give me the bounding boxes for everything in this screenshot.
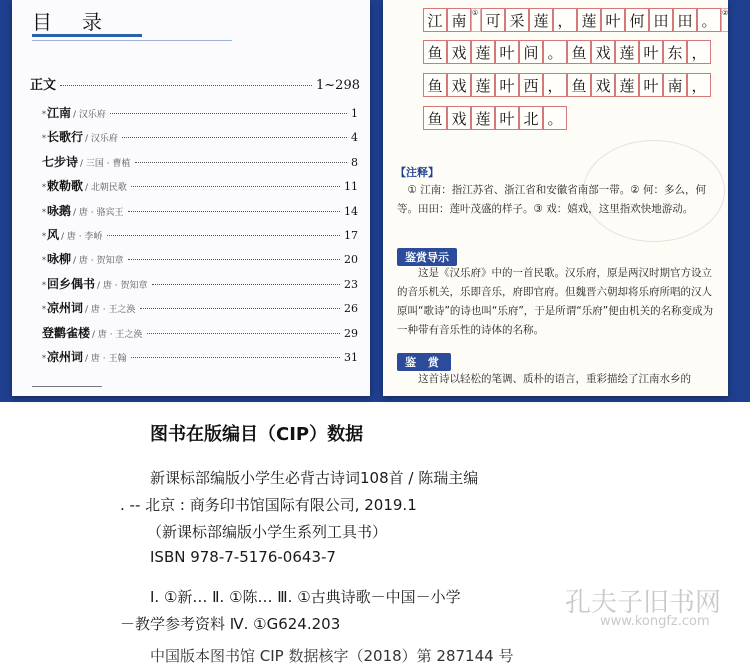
toc-leader-dots (135, 162, 348, 163)
cip-line-5: Ⅰ. ①新… Ⅱ. ①陈… Ⅲ. ①古典诗歌－中国－小学 (150, 588, 461, 606)
toc-entry (42, 104, 358, 121)
toc-leader-dots (152, 284, 341, 285)
cip-line-2: . -- 北京 : 商务印书馆国际有限公司, 2019.1 (120, 496, 417, 514)
poem-char-cell: 叶 (495, 73, 519, 97)
toc-leader-dots (128, 211, 341, 212)
toc-entry-author: / 唐 · 王之涣 (92, 329, 143, 340)
toc-entry-title: 风 (47, 228, 60, 242)
poem-char-cell: 鱼 (567, 40, 591, 64)
poem-char-cell: ， (687, 73, 711, 97)
poem-char-cell: 田 (673, 8, 697, 32)
toc-entry-title: 七步诗 (42, 154, 79, 169)
poem-char-cell: 莲 (615, 40, 639, 64)
poem-char-cell: ② (721, 8, 728, 32)
toc-entry-title: 回乡偶书 (47, 276, 96, 291)
toc-entry (42, 324, 358, 341)
toc-entry (42, 226, 358, 243)
poem-char-cell: 。 (543, 106, 567, 130)
toc-entry-title: 登鹳雀楼 (42, 325, 91, 340)
toc-entry (42, 202, 358, 219)
poem-char-cell: 可 (481, 8, 505, 32)
notes-text: ① 江南：指江苏省、浙江省和安徽省南部一带。② 何：多么，何等。田田：莲叶茂盛的样子。③ 戏：嬉戏，这里指欢快地游动。 (397, 184, 707, 215)
toc-entry-star: * (42, 232, 46, 241)
toc-leader-dots (147, 333, 341, 334)
cip-title: 图书在版编目（CIP）数据 (150, 424, 364, 445)
toc-entry-page: 29 (344, 326, 358, 340)
poem-char-cell: 莲 (529, 8, 553, 32)
toc-entry-page: 31 (344, 351, 358, 364)
toc-entry (42, 299, 358, 316)
toc-entry-title: 凉州词 (47, 301, 84, 316)
poem-char-cell: 鱼 (423, 106, 447, 130)
poem-char-cell: 叶 (639, 73, 663, 97)
toc-entry-page: 4 (351, 131, 358, 145)
toc-leader-dots (131, 186, 340, 187)
cip-line-3: （新课标部编版小学生系列工具书） (147, 523, 388, 541)
toc-entry (42, 250, 358, 267)
poem-char-cell: 戏 (591, 73, 615, 97)
toc-entry-title: 江南 (47, 106, 72, 120)
poem-line (423, 73, 711, 97)
poem-page-image (383, 0, 728, 396)
toc-entry-star: * (42, 134, 46, 144)
toc-entry-author: / 唐 · 骆宾王 (73, 207, 124, 218)
toc-entry-title: 凉州词 (47, 350, 84, 364)
toc-entry (42, 153, 358, 170)
toc-entry-star: * (42, 110, 46, 119)
toc-entry-title: 咏鹅 (47, 203, 72, 218)
toc-entry-page: 17 (344, 229, 358, 242)
cip-line-1: 新课标部编版小学生必背古诗词108首 / 陈瑞主编 (150, 469, 479, 487)
toc-entry-author: / 汉乐府 (85, 134, 118, 145)
toc-footer-rule (32, 386, 102, 387)
poem-char-cell: 鱼 (423, 40, 447, 64)
poem-char-cell: 东 (663, 40, 687, 64)
poem-char-cell: 戏 (447, 106, 471, 130)
cip-line-6: －教学参考资料 Ⅳ. ①G624.203 (120, 615, 341, 633)
toc-entry-title: 敕勒歌 (47, 179, 84, 194)
toc-main-pages: 1~298 (316, 78, 360, 93)
poem-char-cell: 北 (519, 106, 543, 130)
poem-char-cell: 莲 (471, 73, 495, 97)
poem-line (423, 8, 728, 32)
toc-entry-star: * (42, 183, 46, 193)
toc-leader-dots (131, 357, 341, 358)
poem-char-cell: 叶 (639, 40, 663, 64)
poem-char-cell: 戏 (447, 73, 471, 97)
poem-char-cell: 采 (505, 8, 529, 32)
poem-char-cell: 戏 (447, 40, 471, 64)
toc-entry-author: / 唐 · 贺知章 (97, 280, 148, 291)
toc-leader-dots (128, 259, 341, 260)
toc-entry-page: 8 (351, 155, 358, 169)
cip-line-4: ISBN 978-7-5176-0643-7 (150, 548, 336, 566)
poem-char-cell: 南 (447, 8, 471, 32)
poem-char-cell: ， (543, 73, 567, 97)
poem-char-cell: 莲 (471, 40, 495, 64)
guide-label: 鉴赏导示 (397, 248, 457, 266)
watermark-url: www.kongfz.com (600, 614, 710, 629)
poem-char-cell: 鱼 (567, 73, 591, 97)
toc-entry-star: * (42, 305, 46, 315)
toc-entry-page: 11 (344, 180, 358, 194)
poem-char-cell: ① (471, 8, 481, 32)
toc-entry-title: 长歌行 (47, 130, 84, 145)
toc-main-entry (30, 74, 360, 93)
poem-char-cell: 田 (649, 8, 673, 32)
toc-entry (42, 348, 358, 365)
toc-entry-author: / 唐 · 王翰 (85, 354, 127, 364)
poem-char-cell: 。 (697, 8, 721, 32)
toc-entry-page: 14 (344, 204, 358, 218)
poem-char-cell: 间 (519, 40, 543, 64)
toc-heading-underline (32, 34, 142, 37)
poem-line (423, 40, 711, 64)
poem-char-cell: 何 (625, 8, 649, 32)
toc-page-image (12, 0, 370, 396)
toc-entry-page: 20 (344, 253, 358, 267)
toc-entry-title: 咏柳 (47, 252, 72, 267)
poem-char-cell: 莲 (577, 8, 601, 32)
notes-label: 【注释】 (395, 166, 439, 179)
poem-char-cell: 莲 (615, 73, 639, 97)
toc-entry-page: 26 (344, 302, 358, 316)
poem-char-cell: 叶 (495, 106, 519, 130)
toc-entry-author: / 三国 · 曹植 (80, 158, 131, 169)
poem-char-cell: 莲 (471, 106, 495, 130)
toc-entry-author: / 唐 · 王之涣 (85, 305, 136, 316)
poem-char-cell: 西 (519, 73, 543, 97)
toc-leader-dots (110, 113, 347, 114)
appreciation-label: 鉴 赏 (397, 353, 451, 371)
toc-entry-author: / 汉乐府 (73, 110, 106, 120)
toc-entry-star: * (42, 256, 46, 266)
poem-char-cell: 叶 (601, 8, 625, 32)
poem-line (423, 106, 567, 130)
toc-leader-dots (107, 235, 341, 236)
toc-leader-dots (60, 85, 312, 86)
watermark-name: 孔夫子旧书网 (565, 588, 722, 618)
guide-text: 这是《汉乐府》中的一首民歌。汉乐府，原是两汉时期官方设立的音乐机关，乐即音乐，府即官府。但魏晋六朝却将乐府所唱的汉人原叫“歌诗”的诗也叫“乐府”，于是所谓“乐府”便由机关的名称变成为一种带有音乐性的诗体的名称。 (397, 267, 714, 336)
toc-entry-page: 23 (344, 277, 358, 291)
toc-main-label: 正文 (30, 78, 57, 93)
toc-entry (42, 128, 358, 145)
poem-char-cell: 南 (663, 73, 687, 97)
poem-char-cell: 。 (543, 40, 567, 64)
poem-char-cell: 鱼 (423, 73, 447, 97)
toc-entry-star: * (42, 207, 46, 217)
toc-heading: 目录 (32, 10, 132, 34)
toc-heading-rule (32, 40, 232, 41)
toc-entry-author: / 唐 · 李峤 (61, 232, 103, 242)
poem-char-cell: 江 (423, 8, 447, 32)
toc-entry-author: / 北朝民歌 (85, 183, 127, 194)
toc-leader-dots (140, 308, 341, 309)
poem-char-cell: ， (553, 8, 577, 32)
toc-entry-star: * (42, 280, 46, 290)
poem-char-cell: 叶 (495, 40, 519, 64)
toc-entry-author: / 唐 · 贺知章 (73, 256, 124, 267)
toc-entry-page: 1 (351, 107, 358, 120)
toc-entry-star: * (42, 354, 46, 363)
toc-leader-dots (122, 137, 347, 138)
toc-entry (42, 177, 358, 194)
toc-entry (42, 275, 358, 292)
appreciation-text: 这首诗以轻松的笔调、质朴的语言，重彩描绘了江南水乡的 (418, 373, 691, 385)
poem-char-cell: ， (687, 40, 711, 64)
poem-char-cell: 戏 (591, 40, 615, 64)
cip-cutoff-line: 中国版本图书馆 CIP 数据核字（2018）第 287144 号 (150, 647, 514, 665)
